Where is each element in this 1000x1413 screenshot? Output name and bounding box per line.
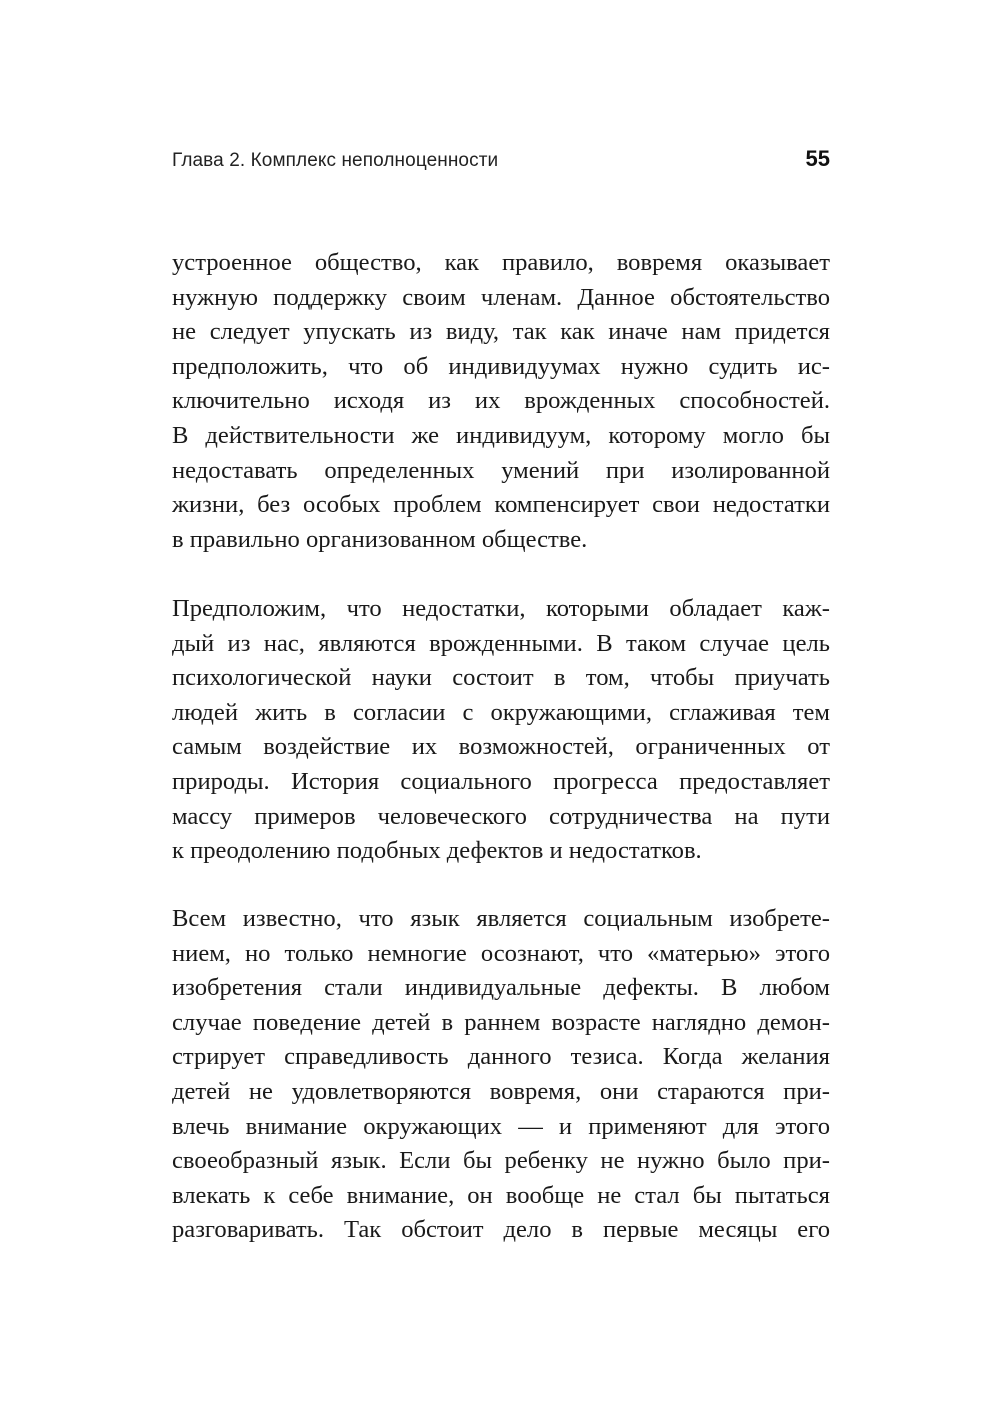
text-line: устроенное общество, как правило, вовремя оказывает	[172, 249, 830, 276]
text-line: в правильно организованном обществе.	[172, 525, 588, 553]
text-line: влекать к себе внимание, он вообще не стал бы пытаться	[172, 1181, 830, 1209]
text-line: дый из нас, являются врожденными. В таком случае цель	[172, 629, 830, 657]
chapter-title: Глава 2. Комплекс неполноценности	[172, 150, 499, 171]
text-line: нием, но только немногие осознают, что «матерью» этого	[172, 939, 830, 967]
text-line: ключительно исходя из их врожденных способностей.	[172, 387, 830, 415]
text-line: жизни, без особых проблем компенсирует свои недостатки	[172, 491, 830, 519]
paragraph-1	[172, 246, 830, 557]
text-line: самым воздействие их возможностей, ограниченных от	[172, 733, 830, 761]
text-line: Предположим, что недостатки, которыми обладает каж-	[172, 595, 830, 622]
text-line: людей жить в согласии с окружающими, сглаживая тем	[172, 698, 830, 726]
text-line: массу примеров человеческого сотрудничества на пути	[172, 802, 830, 830]
text-line: стрирует справедливость данного тезиса. Когда желания	[172, 1043, 830, 1071]
text-line: к преодолению подобных дефектов и недостатков.	[172, 837, 702, 865]
text-line: психологической науки состоит в том, чтобы приучать	[172, 664, 830, 692]
paragraph-3	[172, 902, 830, 1248]
text-line: случае поведение детей в раннем возрасте наглядно демон-	[172, 1008, 830, 1036]
text-line: предположить, что об индивидуумах нужно судить ис-	[172, 352, 830, 380]
text-line: В действительности же индивидуум, которому могло бы	[172, 421, 830, 449]
text-line: нужную поддержку своим членам. Данное обстоятельство	[172, 283, 830, 311]
text-line: своеобразный язык. Если бы ребенку не нужно было при-	[172, 1147, 830, 1175]
text-line: детей не удовлетворяются вовремя, они стараются при-	[172, 1077, 830, 1105]
text-line: изобретения стали индивидуальные дефекты. В любом	[172, 974, 830, 1002]
page-number: 55	[805, 146, 830, 171]
text-line: влечь внимание окружающих — и применяют для этого	[172, 1112, 830, 1140]
text-line: недоставать определенных умений при изолированной	[172, 456, 830, 484]
running-header	[172, 146, 830, 178]
text-line: природы. История социального прогресса предоставляет	[172, 767, 830, 795]
text-line: разговаривать. Так обстоит дело в первые месяцы его	[172, 1216, 830, 1244]
text-line: не следует упускать из виду, так как иначе нам придется	[172, 318, 830, 346]
paragraph-2	[172, 592, 830, 869]
text-line: Всем известно, что язык является социальным изобрете-	[172, 905, 830, 932]
